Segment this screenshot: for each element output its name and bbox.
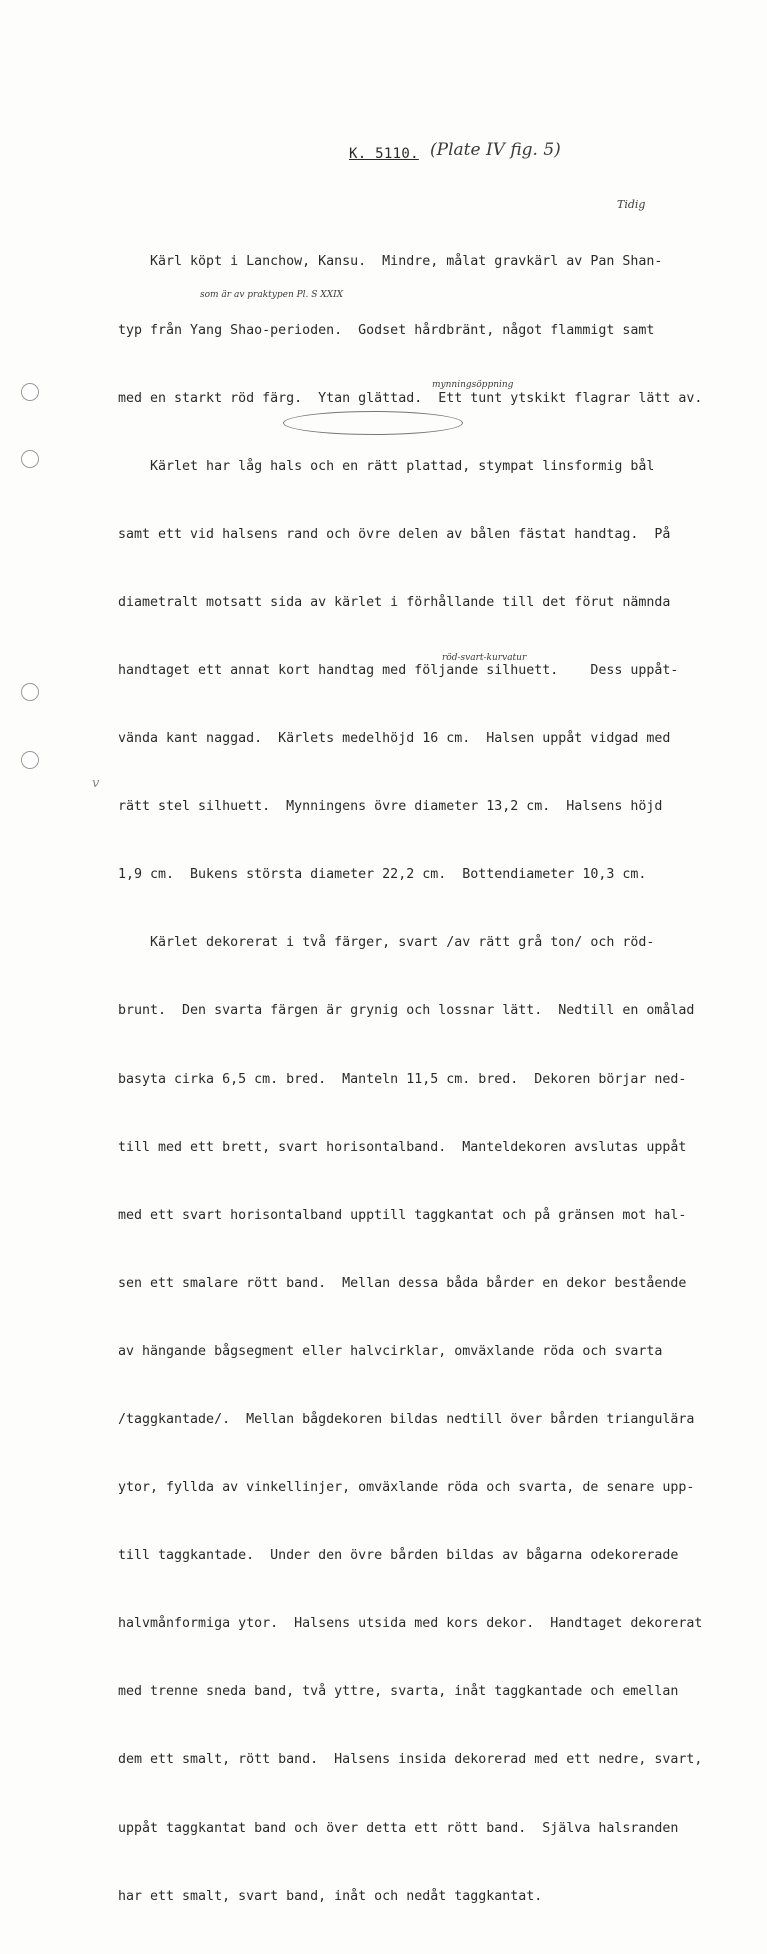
text-line: 1,9 cm. Bukens största diameter 22,2 cm. Bottendiameter 10,3 cm. xyxy=(118,867,647,883)
text-line: har ett smalt, svart band, inåt och nedåt taggkantat. xyxy=(118,1888,543,1904)
text-line: typ från Yang Shao-perioden. Godset hårdbränt, något flammigt samt xyxy=(118,322,655,338)
punch-hole xyxy=(21,751,39,769)
text-line: dem ett smalt, rött band. Halsens insida dekorerad med ett nedre, svart, xyxy=(118,1752,703,1768)
handwritten-tidig: Tidig xyxy=(617,198,646,211)
text-line: basyta cirka 6,5 cm. bred. Manteln 11,5 cm. bred. Dekoren börjar ned- xyxy=(118,1071,687,1087)
handwritten-rodsvart: röd-svart-kurvatur xyxy=(442,653,527,663)
text-line: uppåt taggkantat band och över detta ett rött band. Själva halsranden xyxy=(118,1820,679,1836)
margin-tick: v xyxy=(92,776,100,791)
punch-hole xyxy=(21,383,39,401)
text-line: med en starkt röd färg. Ytan glättad. Ett tunt ytskikt flagrar lätt av. xyxy=(118,390,703,406)
text-line: till taggkantade. Under den övre bården bildas av bågarna odekorerade xyxy=(118,1548,679,1564)
text-line: halvmånformiga ytor. Halsens utsida med kors dekor. Handtaget dekorerat xyxy=(118,1616,703,1632)
text-line: till med ett brett, svart horisontalband. Manteldekoren avslutas uppåt xyxy=(118,1139,687,1155)
punch-hole xyxy=(21,450,39,468)
text-line: med trenne sneda band, två yttre, svarta, inåt taggkantade och emellan xyxy=(118,1684,679,1700)
text-line: handtaget ett annat kort handtag med följande silhuett. Dess uppåt- xyxy=(118,662,679,678)
text-line: samt ett vid halsens rand och övre delen av bålen fästat handtag. På xyxy=(118,526,671,542)
typed-body xyxy=(118,206,738,1954)
handwritten-plate-note: (Plate IV fig. 5) xyxy=(430,140,561,160)
text-line: rätt stel silhuett. Mynningens övre diameter 13,2 cm. Halsens höjd xyxy=(118,799,663,815)
text-line: diametralt motsatt sida av kärlet i förhållande till det förut nämnda xyxy=(118,594,671,610)
text-line: ytor, fyllda av vinkellinjer, omväxlande röda och svarta, de senare upp- xyxy=(118,1480,695,1496)
text-line: med ett svart horisontalband upptill taggkantat och på gränsen mot hal- xyxy=(118,1207,687,1223)
handwritten-mynningsoppning: mynningsöppning xyxy=(432,380,514,390)
handwritten-margin-note: som är av praktypen Pl. S XXIX xyxy=(200,290,344,300)
text-line: Kärl köpt i Lanchow, Kansu. Mindre, målat gravkärl av Pan Shan- xyxy=(118,254,663,270)
text-line: Kärlet dekorerat i två färger, svart /av rätt grå ton/ och röd- xyxy=(118,935,655,951)
text-line: brunt. Den svarta färgen är grynig och lossnar lätt. Nedtill en omålad xyxy=(118,1003,695,1019)
text-line: sen ett smalare rött band. Mellan dessa båda bårder en dekor bestående xyxy=(118,1275,687,1291)
document-title: K. 5110. xyxy=(349,146,419,162)
text-line: Kärlet har låg hals och en rätt plattad, stympat linsformig bål xyxy=(118,458,655,474)
text-line: av hängande bågsegment eller halvcirklar, omväxlande röda och svarta xyxy=(118,1343,663,1359)
punch-hole xyxy=(21,683,39,701)
text-line: vända kant naggad. Kärlets medelhöjd 16 cm. Halsen uppåt vidgad med xyxy=(118,731,671,747)
text-line: /taggkantade/. Mellan bågdekoren bildas nedtill över bården triangulära xyxy=(118,1412,695,1427)
